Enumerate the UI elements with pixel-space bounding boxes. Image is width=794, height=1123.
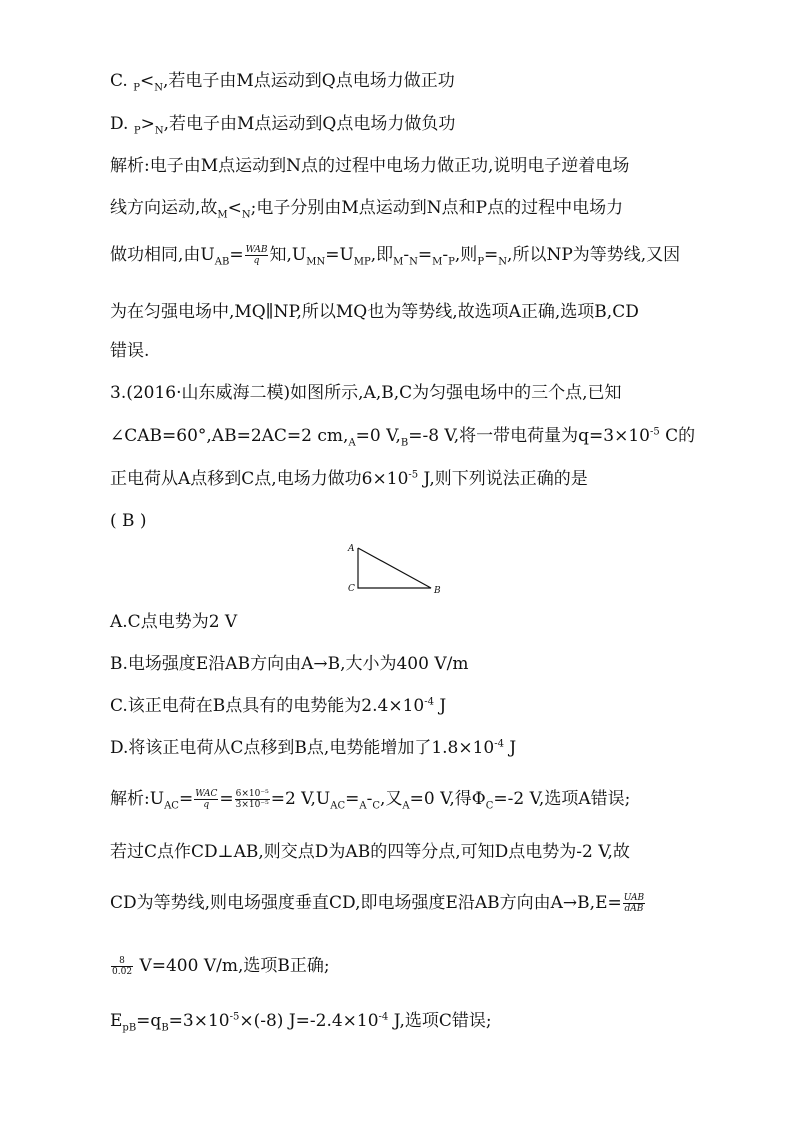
minus: - [403, 245, 410, 265]
analysis2-line3 [110, 892, 646, 914]
question3-text: J,则下列说法正确的是 [418, 469, 588, 489]
option-c [110, 695, 446, 717]
superscript: -4 [378, 1011, 389, 1023]
subscript: N [241, 209, 251, 221]
fraction-denominator: q [253, 256, 260, 266]
analysis2-text: =q [136, 1011, 162, 1031]
superscript: -4 [424, 696, 434, 708]
analysis1-text: ,即 [370, 245, 394, 265]
minus: - [442, 245, 449, 265]
fraction-denominator: dAB [624, 904, 644, 914]
option-d-sub-p: P [133, 125, 141, 137]
analysis2-line4 [110, 955, 330, 977]
subscript: A [359, 800, 367, 812]
subscript: A [348, 437, 356, 449]
option-d [110, 737, 516, 759]
option-d-text: ,若电子由M点运动到Q点电场力做负功 [163, 114, 456, 134]
question3-text: =-8 V,将一带电荷量为q=3×10 [408, 426, 650, 446]
analysis1-text: ;电子分别由M点运动到N点和P点的过程中电场力 [250, 198, 624, 218]
subscript: C [485, 800, 494, 812]
subscript: AB [214, 256, 230, 268]
option-d-prefix: D. [110, 114, 129, 134]
subscript: MP [353, 256, 371, 268]
subscript: MN [306, 256, 326, 268]
option-c-prefix: C. [110, 71, 128, 91]
subscript: AC [164, 800, 179, 812]
fraction-numerator: WAC [195, 789, 218, 799]
question3-line3 [110, 468, 588, 490]
fraction-numerator: 8 [111, 956, 133, 967]
subscript: M [432, 256, 443, 268]
analysis2-text: E [110, 1011, 123, 1031]
superscript: -4 [494, 738, 504, 750]
option-text: J [433, 696, 447, 716]
subscript: B [400, 437, 409, 449]
analysis2-text: =0 V,得Φ [409, 789, 486, 809]
option-c-line [110, 70, 455, 92]
subscript: pB [122, 1022, 137, 1034]
analysis2-text: CD为等势线,则电场强度垂直CD,即电场强度E沿AB方向由A→B,E= [110, 893, 622, 913]
analysis2-line1 [110, 788, 630, 810]
equals: = [178, 789, 194, 809]
option-text: J [504, 738, 517, 758]
fraction-values [235, 789, 270, 810]
subscript: M [393, 256, 404, 268]
question3-line1: 3.(2016·山东威海二模)如图所示,A,B,C为匀强电场中的三个点,已知 [110, 383, 622, 403]
analysis2-text: 解析:U [110, 789, 165, 809]
option-c-text: ,若电子由M点运动到Q点电场力做正功 [162, 71, 455, 91]
analysis2-line5 [110, 1010, 492, 1032]
subscript: N [498, 256, 508, 268]
option-d-sub-n: N [154, 125, 164, 137]
equals: = [417, 245, 433, 265]
analysis1-text: ,则 [454, 245, 478, 265]
option-b: B.电场强度E沿AB方向由A→B,大小为400 V/m [110, 654, 469, 674]
analysis1-text: 知,U [269, 245, 307, 265]
analysis1-text: ,所以NP为等势线,又因 [507, 245, 681, 265]
fraction-numerator: WAB [245, 245, 268, 255]
subscript: C [372, 800, 380, 812]
option-c-sub-p: P [133, 82, 140, 94]
equals: = [345, 789, 360, 809]
analysis2-text: J,选项C错误; [388, 1011, 492, 1031]
analysis2-text: ×(-8) J=-2.4×10 [239, 1011, 379, 1031]
option-c-relation: < [139, 71, 155, 91]
fraction-denominator: 0.02 [112, 967, 133, 977]
question3-text: ∠CAB=60°,AB=2AC=2 cm, [110, 426, 349, 446]
superscript: -5 [408, 469, 419, 481]
superscript: -5 [229, 1011, 240, 1023]
option-a: A.C点电势为2 V [110, 612, 238, 632]
subscript: M [217, 209, 228, 221]
analysis2-line2: 若过C点作CD⊥AB,则交点D为AB的四等分点,可知D点电势为-2 V,故 [110, 842, 630, 862]
fraction-numerator: 6×10⁻⁵ [235, 789, 269, 799]
equals: = [219, 789, 234, 809]
option-text: C.该正电荷在B点具有的电势能为2.4×10 [110, 696, 425, 716]
vertex-b-label: B [434, 586, 441, 596]
option-d-relation: > [140, 114, 155, 134]
analysis1-text: =U [325, 245, 354, 265]
option-text: D.将该正电荷从C点移到B点,电势能增加了1.8×10 [110, 738, 495, 758]
fraction-wab-q [245, 245, 269, 266]
fraction-uab-dab [623, 893, 645, 914]
superscript: -5 [649, 426, 660, 438]
analysis1-line5: 错误. [110, 341, 150, 361]
fraction-8-0.02 [111, 956, 133, 977]
analysis1-line2 [110, 197, 623, 219]
subscript: A [402, 800, 410, 812]
fraction-denominator: 3×10⁻⁵ [235, 800, 269, 810]
analysis1-text: 做功相同,由U [110, 245, 215, 265]
analysis2-text: ,又 [379, 789, 403, 809]
question3-line2 [110, 425, 695, 447]
analysis1-line4: 为在匀强电场中,MQ∥NP,所以MQ也为等势线,故选项A正确,选项B,CD [110, 302, 639, 322]
analysis2-text: V=400 V/m,选项B正确; [134, 956, 330, 976]
vertex-a-label: A [348, 544, 355, 554]
vertex-c-label: C [348, 584, 355, 594]
triangle-figure [345, 540, 445, 596]
analysis2-text: =-2 V,选项A错误; [493, 789, 631, 809]
equals: = [484, 245, 499, 265]
triangle-outline [358, 548, 431, 588]
analysis1-text: 线方向运动,故 [110, 198, 218, 218]
option-d-line [110, 113, 455, 135]
answer-bracket: ( B ) [110, 511, 147, 531]
analysis2-text: =3×10 [168, 1011, 230, 1031]
option-c-sub-n: N [154, 82, 163, 94]
question3-text: C的 [659, 426, 696, 446]
question3-text: 正电荷从A点移到C点,电场力做功6×10 [110, 469, 409, 489]
subscript: N [409, 256, 418, 268]
subscript: B [161, 1022, 169, 1034]
relation: < [227, 198, 242, 218]
fraction-numerator: UAB [623, 893, 645, 903]
minus: - [366, 789, 373, 809]
equals: = [229, 245, 244, 265]
analysis1-line3 [110, 244, 680, 266]
analysis1-line1: 解析:电子由M点运动到N点的过程中电场力做正功,说明电子逆着电场 [110, 156, 630, 176]
subscript: P [448, 256, 455, 268]
subscript: P [477, 256, 485, 268]
fraction-denominator: q [203, 800, 210, 810]
analysis2-text: =2 V,U [270, 789, 331, 809]
subscript: AC [330, 800, 346, 812]
question3-text: =0 V, [355, 426, 401, 446]
fraction-wac-q [194, 789, 218, 810]
